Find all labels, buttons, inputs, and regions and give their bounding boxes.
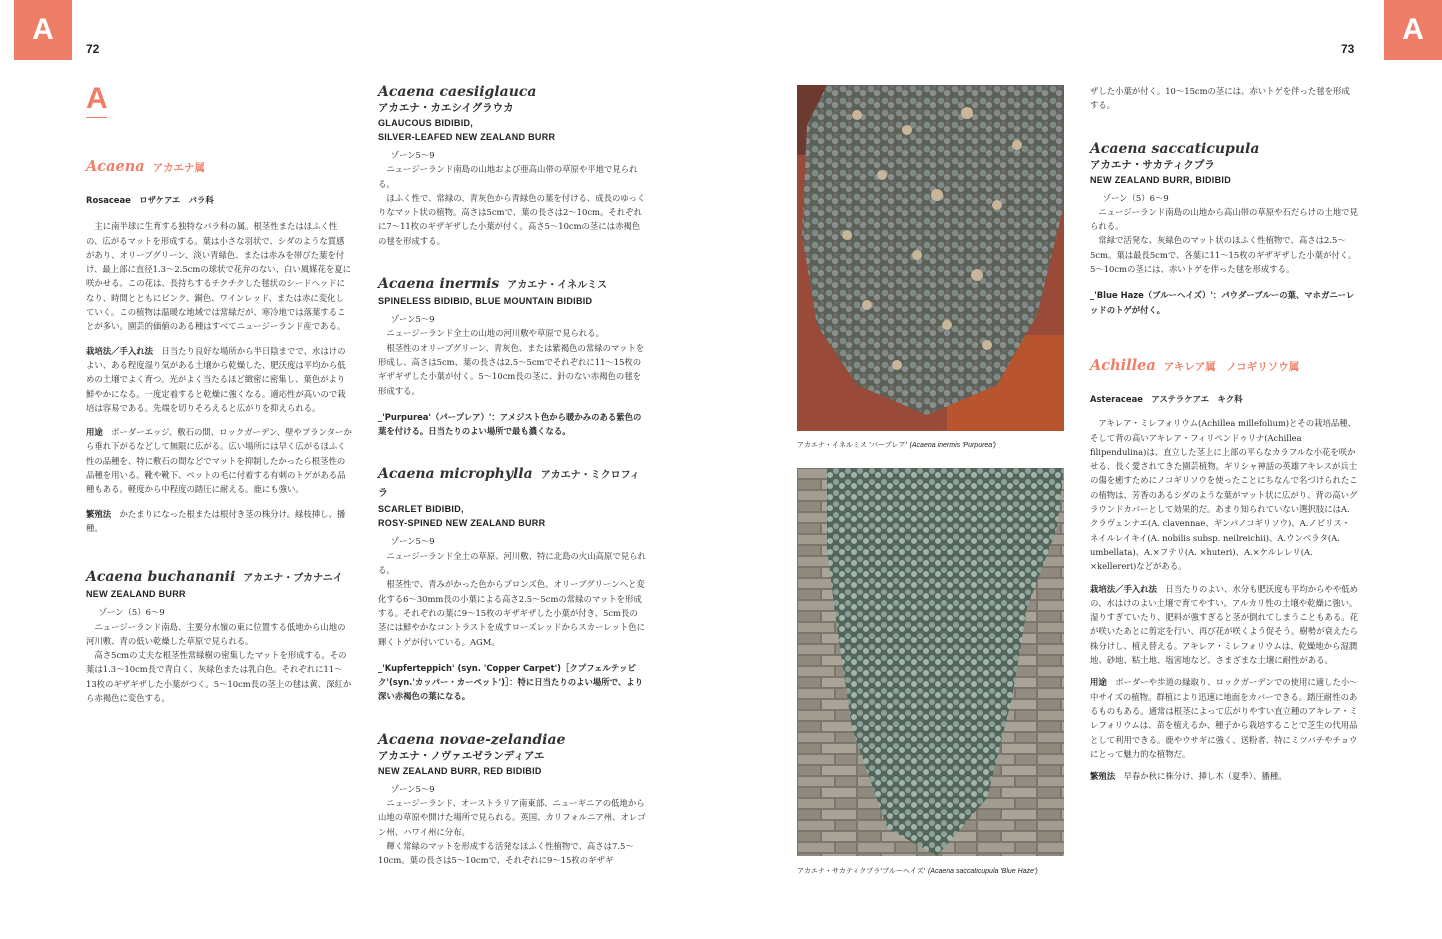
- photo-caption-1: アカエナ・イネルミス 'パープレア' (Acaena inermis 'Purpurea'): [797, 441, 996, 449]
- cultivar-note: _'Blue Haze（ブルーヘイズ）'：パウダーブルーの葉、マホガニーレッドのトゲが付く。: [1090, 290, 1355, 315]
- uses-paragraph: 用途 ボーダーエッジ、敷石の間、ロックガーデン、壁やプランターから垂れ下がるなどして無限に広がる。広い場所には早く広がるほふく性の品種を、特に敷石の間などでマットを抑制したかったら根茎性の品種を用いる。靴や靴下、ペットの毛に付着する有刺のトゲがある品種もある。軽度から中程度の踏圧に耐える。鹿にも強い。: [86, 427, 352, 495]
- plant-photo-inermis-purpurea: [797, 85, 1064, 431]
- section-tab-right: A: [1384, 0, 1442, 60]
- species-text: ニュージーランド全土の山地の河川敷や草原で見られる。: [386, 328, 604, 339]
- species-text: ニュージーランド南島、主要分水嶺の東に位置する低地から山地の河川敷、青の低い乾燥した草原で見られる。: [86, 621, 346, 646]
- species-jp-name: アカエナ・サカティクプラ: [1090, 158, 1215, 171]
- zone-text: ゾーン5〜9: [390, 536, 435, 547]
- common-name: NEW ZEALAND BURR: [86, 589, 186, 600]
- zone-text: ゾーン（5）6〜9: [98, 607, 165, 618]
- photo-caption-2: アカエナ・サカティクプラ'ブルーヘイズ' (Acaena saccaticupula 'Blue Haze'): [797, 867, 1038, 875]
- page-number-right: 73: [1341, 42, 1355, 56]
- species-text: ニュージーランド南島の山地および亜高山帯の草原や平地で見られる。: [378, 164, 638, 189]
- propagation-paragraph: 繁殖法 早春か秋に株分け、挿し木（夏季）、播種。: [1090, 771, 1287, 782]
- common-name: SCARLET BIDIBID,: [378, 504, 464, 515]
- common-name: NEW ZEALAND BURR, RED BIDIBID: [378, 765, 542, 776]
- cultivar-note: _'Kupferteppich' (syn. 'Copper Carpet')［クプフェルテッピク'(syn.'カッパー・カーペット')］：特に日当たりのよい場所で、より深い赤褐色の葉になる。: [378, 662, 643, 702]
- section-tab-left: A: [14, 0, 72, 60]
- species-heading-caesiiglauca: Acaena caesiiglauca: [378, 84, 537, 100]
- species-heading-microphylla: Acaena microphylla アカエナ・ミクロフィラ: [378, 466, 640, 500]
- zone-text: ゾーン5〜9: [390, 314, 435, 325]
- cultivation-paragraph: 栽培法／手入れ法 日当たり良好な場所から半日陰までで、水はけのよい、ある程度湿り気がある土壌から乾燥した、肥沃度は平均から低めの土壌でよく育つ。光がよく当たるほど緻密に密集し、葉色がより鮮やかになる。一度定着すると乾燥に強くなる。適応性が高いので栽培は容易である。先端を切りそろえると広がりを抑えられる。: [86, 345, 346, 413]
- section-letter: A: [86, 82, 108, 115]
- zone-text: ゾーン5〜9: [390, 783, 435, 794]
- uses-paragraph: 用途 ボーダーや歩道の縁取り、ロックガーデンでの使用に適した小〜中サイズの植物。群植により迅速に地面をカバーできる。踏圧耐性のあるものもある。通常は根茎によって広がりやすい直立種のアキレア・ミレフォリウムは、苗を植えるか、種子から栽培することで芝生の代用品として利用できる。鹿やウサギに強く、送粉者、特にミツバチやチョウにとって魅力的な植物だ。: [1090, 677, 1358, 759]
- common-name: GLAUCOUS BIDIBID,: [378, 118, 474, 128]
- plant-photo-saccaticupula-blue-haze: [797, 468, 1064, 856]
- zone-text: ゾーン5〜9: [390, 150, 435, 160]
- common-name: SPINELESS BIDIBID, BLUE MOUNTAIN BIDIBID: [378, 296, 593, 307]
- common-name: NEW ZEALAND BURR, BIDIBID: [1090, 174, 1231, 185]
- page-number-left: 72: [86, 42, 100, 56]
- family-line: Asteraceae アステラケアエ キク科: [1090, 393, 1243, 404]
- left-column-1: [86, 84, 352, 705]
- species-text: 根茎性で、青みがかった色からブロンズ色、オリーブグリーンへと変化する6〜30mm長の小葉による高さ2.5〜5cmの常緑のマットを形成する。それぞれの葉に9〜15枚のギザギザした小葉が付き、5cm長の茎には鮮やかなコントラストを成すローズレッドからスカーレット色に輝くトゲが付いている。AGM。: [378, 579, 645, 647]
- species-text: ニュージーランド、オーストラリア南東部、ニューギニアの低地から山地の草原や開けた場所で見られる。英国、カリフォルニア州、オレゴン州、ハワイ州に分布。: [378, 798, 646, 837]
- right-column: [1090, 84, 1358, 783]
- species-heading-novae-zelandiae: Acaena novae-zelandiae: [378, 731, 566, 748]
- family-line: Rosaceae ロザケアエ バラ科: [86, 195, 214, 205]
- species-text: 根茎性のオリーブグリーン、青灰色、または紫褐色の常緑のマットを形成し、高さは5cm、葉の長さは2.5〜5cmでそれぞれに11〜15枚のギザギザした小葉が付く。5〜10cm長の茎に、針のない赤褐色の毬を形成する。: [378, 342, 645, 396]
- cultivation-paragraph: 栽培法／手入れ法 日当たりのよい、水分も肥沃度も平均からやや低めの、水はけのよい土壌で育てやすい。アルカリ性の土壌や乾燥に強い。湿りすぎていたり、肥料が強すぎると茎が倒れてしまうこともある。花が咲いたあとに剪定を行い、再び花が咲くよう促そう。樹勢が衰えたら株分けし、植え替える。アキレア・ミレフォリウムは、乾燥地から湿潤地、砂地、粘土地、塩害地など、さまざまな土壌に耐性がある。: [1090, 583, 1358, 666]
- common-name: SILVER-LEAFED NEW ZEALAND BURR: [378, 132, 556, 142]
- species-text: 高さ5cmの丈夫な根茎性常緑樹の密集したマットを形成する。その葉は1.3〜10cm長で青白く、灰緑色または乳白色。それぞれに11〜13枚のギザギザした小葉がつく。5〜10cm長の茎上の毬は黄、深紅から赤褐色に変色する。: [86, 650, 352, 704]
- common-name: ROSY-SPINED NEW ZEALAND BURR: [378, 518, 546, 529]
- species-jp-name: アカエナ・カエシイグラウカ: [378, 102, 514, 114]
- species-heading-inermis: Acaena inermis アカエナ・イネルミス: [378, 276, 608, 293]
- zone-text: ゾーン（5）6〜9: [1102, 192, 1169, 203]
- photo-illustration: [797, 85, 1064, 431]
- genus-intro: 主に南半球に生育する独特なバラ科の属。根茎性またはほふく性の、広がるマットを形成する。葉は小さな羽状で、シダのような質感があり、オリーブグリーン、淡い青緑色、または赤みを帯びた葉を付け、最上部に直径1.3〜2.5cmの球状で花弁のない、白い風媒花を夏に咲かせる。この花は、長持ちするチクチクした毬状のシードヘッドになり、時間とともにピンク、銅色、ワインレッド、または赤に変化していく。この植物は温暖な地域では常緑だが、寒冷地では落葉することが多い。園芸的価値のある種はすべてニュージーランド産である。: [86, 221, 352, 332]
- species-jp-name: アカエナ・ノヴァエゼランディアエ: [378, 749, 545, 762]
- propagation-paragraph: 繁殖法 かたまりになった根または根付き茎の株分け。緑枝挿し、播種。: [86, 508, 346, 533]
- genus-heading: Acaena アカエナ属: [86, 158, 206, 175]
- genus-intro: アキレア・ミレフォリウム(Achillea millefolium)とその栽培品種、そして背の高いアキレア・フィリペンドゥリナ(Achillea filipendulina)は、直立した茎上に上部の平らなカラフルな小花を咲かせる、長く愛されてきた園芸植物。ギリシャ神話の英雄アキレスが兵士の傷を癒すためにノコギリソウを使ったことにちなんで名づけられたこの植物は、芳香のあるシダのような葉がマット状に広がり、背の高いグラウンドカバーとして効果的だ。あまり知られていない選択肢にはA.クラヴェンナエ(A. clavennae、ギンパノコギリソウ)、A.ノビリス・ネイルレイキイ(A. nobilis subsp. neilreichii)、A.ウンベラタ(A. umbellata)、A.×フテリ(A. ×huteri)、A.×ケルレレリ(A. ×kellereri)などがある。: [1090, 418, 1358, 572]
- left-column-2: [378, 84, 646, 868]
- species-heading-saccaticupula: Acaena saccaticupula: [1090, 140, 1260, 157]
- genus-heading-achillea: Achillea アキレア属 ノコギリソウ属: [1090, 356, 1300, 374]
- photo-illustration: [797, 468, 1064, 856]
- continued-text: ザした小葉が付く。10〜15cmの茎には、赤いトゲを伴った毬を形成する。: [1090, 86, 1350, 111]
- species-text: 常緑で活発な、灰緑色のマット状のほふく性植物で、高さは2.5〜5cm。葉は最長5cmで、各葉に11〜15枚のギザギザした小葉が付く。5〜10cmの茎には、赤いトゲを伴った毬を形成する。: [1090, 235, 1357, 275]
- species-text: ほふく性で、常緑の、青灰色から青緑色の葉を付ける、成長のゆっくりなマット状の植物。高さは5cmで、葉の長さは2〜10cm。それぞれに7〜11枚のギザギザした小葉が付く。高さ5〜10cmの茎には赤褐色の毬を形成する。: [378, 192, 646, 246]
- species-text: ニュージーランド南島の山地から高山帯の草原や石だらけの土地で見られる。: [1090, 206, 1358, 232]
- species-heading-buchananii: Acaena buchananii アカエナ・ブカナニイ: [86, 569, 343, 586]
- cultivar-note: _'Purpurea'（パープレア）'：アメジスト色から暖かみのある紫色の葉を付ける。日当たりのよい場所で最も濃くなる。: [378, 411, 642, 437]
- species-text: 輝く常緑のマットを形成する活発なほふく性植物で、高さは7.5〜10cm。葉の長さは5〜10cmで、それぞれに9〜15枚のギザギ: [378, 840, 634, 866]
- species-text: ニュージーランド全土の草原、河川敷、特に北島の火山高原で見られる。: [378, 550, 646, 576]
